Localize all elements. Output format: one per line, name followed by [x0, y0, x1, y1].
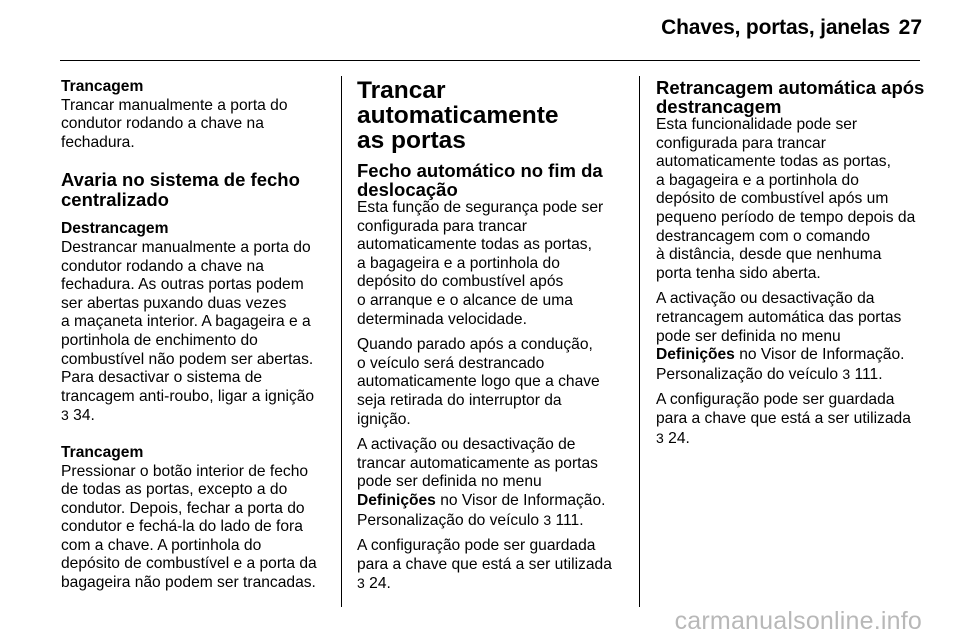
menu-name: Definições — [656, 346, 735, 364]
paragraph-text: A activação ou desactivação da retrancagem automática das portas pode ser definida no menu — [656, 290, 902, 345]
paragraph-text: A activação ou desactivação de trancar automaticamente as portas pode ser definida no menu — [357, 436, 598, 491]
page-ref-icon: 3 — [61, 407, 69, 424]
column-3 — [656, 78, 926, 455]
page-ref-icon: 3 — [357, 575, 365, 592]
subheading: Retrancagem automática após destrancagem — [656, 77, 925, 117]
paragraph-text: no Visor de Informação. Personalização do veículo — [656, 346, 905, 383]
column-2 — [357, 78, 629, 601]
paragraph — [656, 290, 926, 384]
paragraph-text: no Visor de Informação. Personalização do veículo — [357, 491, 606, 529]
page-ref-icon: 3 — [842, 365, 851, 382]
subheading-trancagem: Trancagem — [61, 443, 144, 461]
paragraph: Trancar manualmente a porta do condutor rodando a chave na fechadura. — [61, 96, 288, 151]
header-rule — [60, 60, 920, 61]
chapter-title: Chaves, portas, janelas — [661, 16, 890, 39]
cross-reference — [61, 406, 329, 426]
paragraph-text: A configuração pode ser guardada para a chave que está a ser utilizada — [656, 391, 911, 427]
column-1 — [61, 78, 329, 600]
page-ref-icon: 3 — [543, 511, 552, 528]
paragraph — [357, 436, 629, 530]
section-heading: Avaria no sistema de fecho centralizado — [61, 169, 300, 211]
paragraph: Esta funcionalidade pode ser configurada para trancar automaticamente todas as portas, a bagageira e a portinhola do depósito de combustível após um pequeno período de tempo depois da destrancagem com o comando à distância, desde que nenhuma porta tenha sido aberta. — [656, 116, 916, 282]
watermark: carmanualsonline.info — [674, 607, 922, 635]
paragraph — [656, 391, 926, 448]
ref-page: 24. — [668, 429, 690, 447]
page-header — [0, 0, 960, 62]
paragraph — [357, 537, 629, 594]
paragraph: Quando parado após a condução, o veículo será destrancado automaticamente logo que a chave seja retirada do interruptor da ignição. — [357, 336, 600, 428]
ref-page: 24. — [369, 575, 391, 593]
ref-page: 111. — [854, 365, 883, 383]
paragraph: Esta função de segurança pode ser configurada para trancar automaticamente todas as portas, a bagageira e a portinhola do depósito do combustível após o arranque e o alcance de uma determinada velocidade. — [357, 199, 604, 328]
subheading-destrancagem: Destrancagem — [61, 220, 169, 238]
ref-page: 111. — [555, 511, 584, 529]
section-title: Trancar automaticamente as portas — [357, 77, 559, 154]
paragraph: Pressionar o botão interior de fecho de todas as portas, excepto a do condutor. Depois, fechar a porta do condutor e fechá-la do lado de fora com a chave. A portinhola do depósito de combustível e a porta da bagageira não podem ser trancadas. — [61, 462, 317, 592]
menu-name: Definições — [357, 491, 436, 509]
page-number: 27 — [898, 16, 922, 39]
subheading-trancagem: Trancagem — [61, 78, 144, 95]
paragraph-text: A configuração pode ser guardada para a chave que está a ser utilizada — [357, 537, 612, 573]
ref-page: 34. — [73, 407, 95, 425]
paragraph-text: Destrancar manualmente a porta do condutor rodando a chave na fechadura. As outras portas podem ser abertas puxando duas vezes a maçaneta interior. A bagageira e a portinhola de enchimento do combustível não podem ser abertas. Para desactivar o sistema de trancagem anti-roubo, ligar a ignição — [61, 238, 315, 405]
paragraph — [61, 239, 329, 406]
page-ref-icon: 3 — [656, 429, 664, 446]
subheading: Fecho automático no fim da deslocação — [357, 160, 603, 200]
column-divider-left — [341, 76, 342, 607]
column-divider-right — [639, 76, 640, 607]
